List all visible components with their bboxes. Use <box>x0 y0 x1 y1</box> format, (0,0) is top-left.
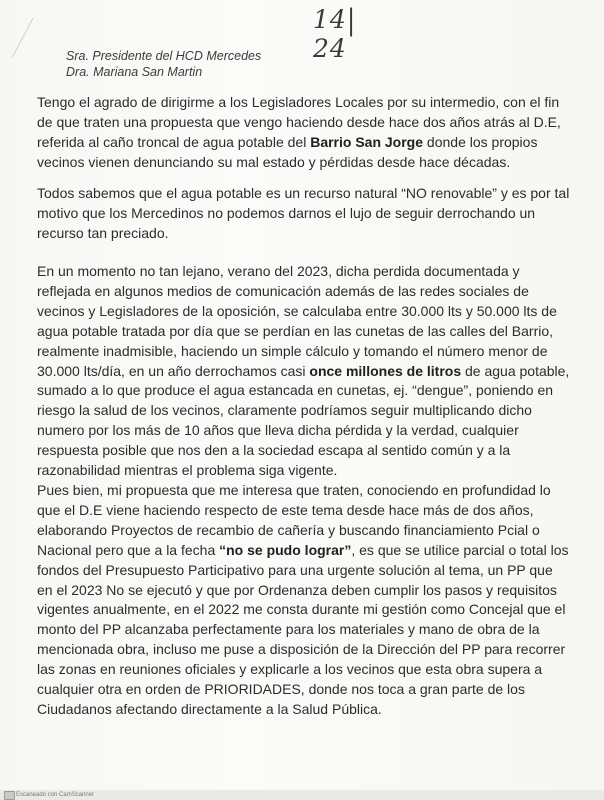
camscanner-icon <box>4 791 15 800</box>
paragraph-losses <box>37 262 570 481</box>
page-number-total: 24 <box>313 34 347 63</box>
recipient-title: Sra. Presidente del HCD Mercedes <box>66 49 262 63</box>
page-number-current: 14 <box>313 5 347 34</box>
paragraph-text: de agua potable, sumado a lo que produce el agua estancada en cunetas, ej. “dengue”, poniendo en riesgo la salud de los vecinos, claramente podríamos seguir multiplicando dicho numero por los más de 10 años que lleva dicha pérdida y la verdad, cualquier respuesta posible que nos den a la sociedad escapa al sentido común y a la razonabilidad mientras el problema siga vigente. <box>37 362 570 479</box>
paragraph-intro <box>37 93 570 173</box>
scanner-footer <box>0 790 604 800</box>
paragraph-text: En un momento no tan lejano, verano del 2023, dicha perdida documentada y reflejada en algunos medios de comunicación además de las redes sociales de vecinos y Legisladores de la oposición, se calculaba entre 30.000 lts y 50.000 lts de agua potable tratada por día que se perdían en las cunetas de las calles del Barrio, realmente inadmisible, haciendo un simple cálculo y tomando el número menor de 30.000 lts/día, en un año derrochamos casi <box>37 263 557 379</box>
handwritten-page-number <box>313 2 388 63</box>
paragraph-resource <box>37 184 570 244</box>
bold-text: Barrio San Jorge <box>310 133 424 150</box>
paragraph-text: Todos sabemos que el agua potable es un recurso natural “NO renovable” y es por tal motivo que los Mercedinos no podemos darnos el lujo de seguir derrochando un recurso tan preciado. <box>37 185 570 241</box>
paragraph-text: Pues bien, mi propuesta que me interesa que traten, conociendo en profundidad lo que el D.E viene haciendo respecto de este tema desde hace más de dos años, elaborando Proyectos de recambio de cañería y buscando financiamiento Pcial o Nacional pero que a la fecha <box>37 482 551 558</box>
bold-text: “no se pudo lograr” <box>219 541 352 558</box>
paragraph-text: donde los propios vecinos vienen denunciando su mal estado y pérdidas desde hace décadas. <box>37 133 538 170</box>
paragraph-proposal <box>37 481 570 720</box>
page-number-slash: | <box>346 2 357 37</box>
scanner-label: Escaneado con CamScanner <box>16 792 95 798</box>
paragraph-text: Tengo el agrado de dirigirme a los Legisladores Locales por su intermedio, con el fin de que traten una propuesta que vengo haciendo desde hace dos años atrás al D.E, referida al caño troncal de agua potable del <box>37 94 561 150</box>
page-fold <box>0 18 34 58</box>
paragraph-text: , es que se utilice parcial o total los fondos del Presupuesto Participativo para una urgente solución al tema, un PP que en el 2023 No se ejecutó y que por Ordenanza deben cumplir los pasos y requisitos vigentes anualmente, en el 2022 me consta durante mi gestión como Concejal que el monto del PP alcanzaba perfectamente para los materiales y mano de obra de la mencionada obra, incluso me puse a disposición de la Dirección del PP para recorrer las zonas en reuniones oficiales y explicarle a los vecinos que esta obra supera a cualquier otra en orden de PRIORIDADES, donde nos toca a gran parte de los Ciudadanos afectando directamente a la Salud Pública. <box>37 541 569 717</box>
recipient-name: Dra. Mariana San Martin <box>66 65 203 79</box>
bold-text: once millones de litros <box>309 362 462 379</box>
